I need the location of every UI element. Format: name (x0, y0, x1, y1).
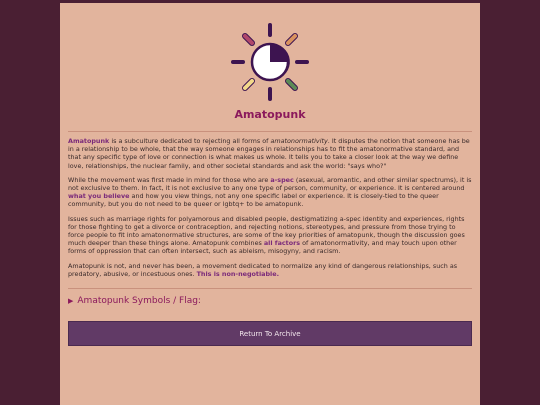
paragraph (68, 137, 472, 170)
text-run: (asexual, aromantic, and other similar spectrums), it is not exclusive to them. In fact, it is not exclusive to any one type of person, community, or experience. It is centered around (68, 175, 472, 193)
text-run: Issues such as marriage rights for polyamorous and disabled people, destigmatizing a-spec identity and experiences, rights for those fighting to get a divorce or contraception, and rejecting notions, stereotypes, and pressure from those trying to force people to fit into amatonormative structures, are some of the key priorities of amatopunk, though the discussion goes much deeper than these things alone. Amatopunk combines (68, 214, 465, 248)
return-to-archive-button[interactable]: Return To Archive (68, 321, 472, 346)
divider (68, 131, 472, 132)
article-body (68, 137, 472, 284)
text-run: and how you view things, not any one specific label or experience. It is closely-tied to the queer community, but you do not need to be queer or lgbtq+ to be amatopunk. (68, 192, 439, 209)
highlighted-text: all factors (263, 239, 301, 248)
disclosure-label: Amatopunk Symbols / Flag: (77, 296, 201, 306)
content-card (60, 3, 480, 405)
paragraph (68, 262, 472, 278)
text-run: . It disputes the notion that someone has be in a relationship to be whole, that the way someone engages in relationships has to fit the amatonormative standard, and that any specific type of love or connection is what makes us whole. It tells you to take a closer look at the way we define love, relationships, the nuclear family, and other societal standards and ask the world: "says who?" (68, 137, 470, 170)
paragraph (68, 176, 472, 209)
highlighted-text: a-spec (270, 175, 294, 184)
highlighted-text: what you believe (68, 192, 130, 201)
highlighted-text: This is non-negotiable. (196, 269, 280, 278)
text-run: of amatonormativity, and may touch upon other forms of oppression that can often intersect, such as ableism, misogyny, and racism. (68, 239, 457, 256)
page-title: Amatopunk (234, 108, 306, 121)
paragraph (68, 215, 472, 256)
text-run: Amatopunk is not, and never has been, a movement dedicated to normalize any kind of dangerous relationships, such as predatory, abusive, or incestuous ones. (68, 261, 458, 278)
disclosure-triangle-icon: ▶ (68, 297, 74, 305)
amatopunk-symbol-logo (229, 21, 311, 103)
emphasized-text: amatonormativity (270, 137, 328, 145)
text-run: While the movement was first made in mind for those who are (68, 175, 271, 184)
symbols-flag-disclosure[interactable] (68, 296, 201, 306)
divider (68, 288, 472, 289)
highlighted-text: Amatopunk (68, 137, 110, 145)
text-run: is a subculture dedicated to rejecting all forms of (109, 137, 271, 145)
